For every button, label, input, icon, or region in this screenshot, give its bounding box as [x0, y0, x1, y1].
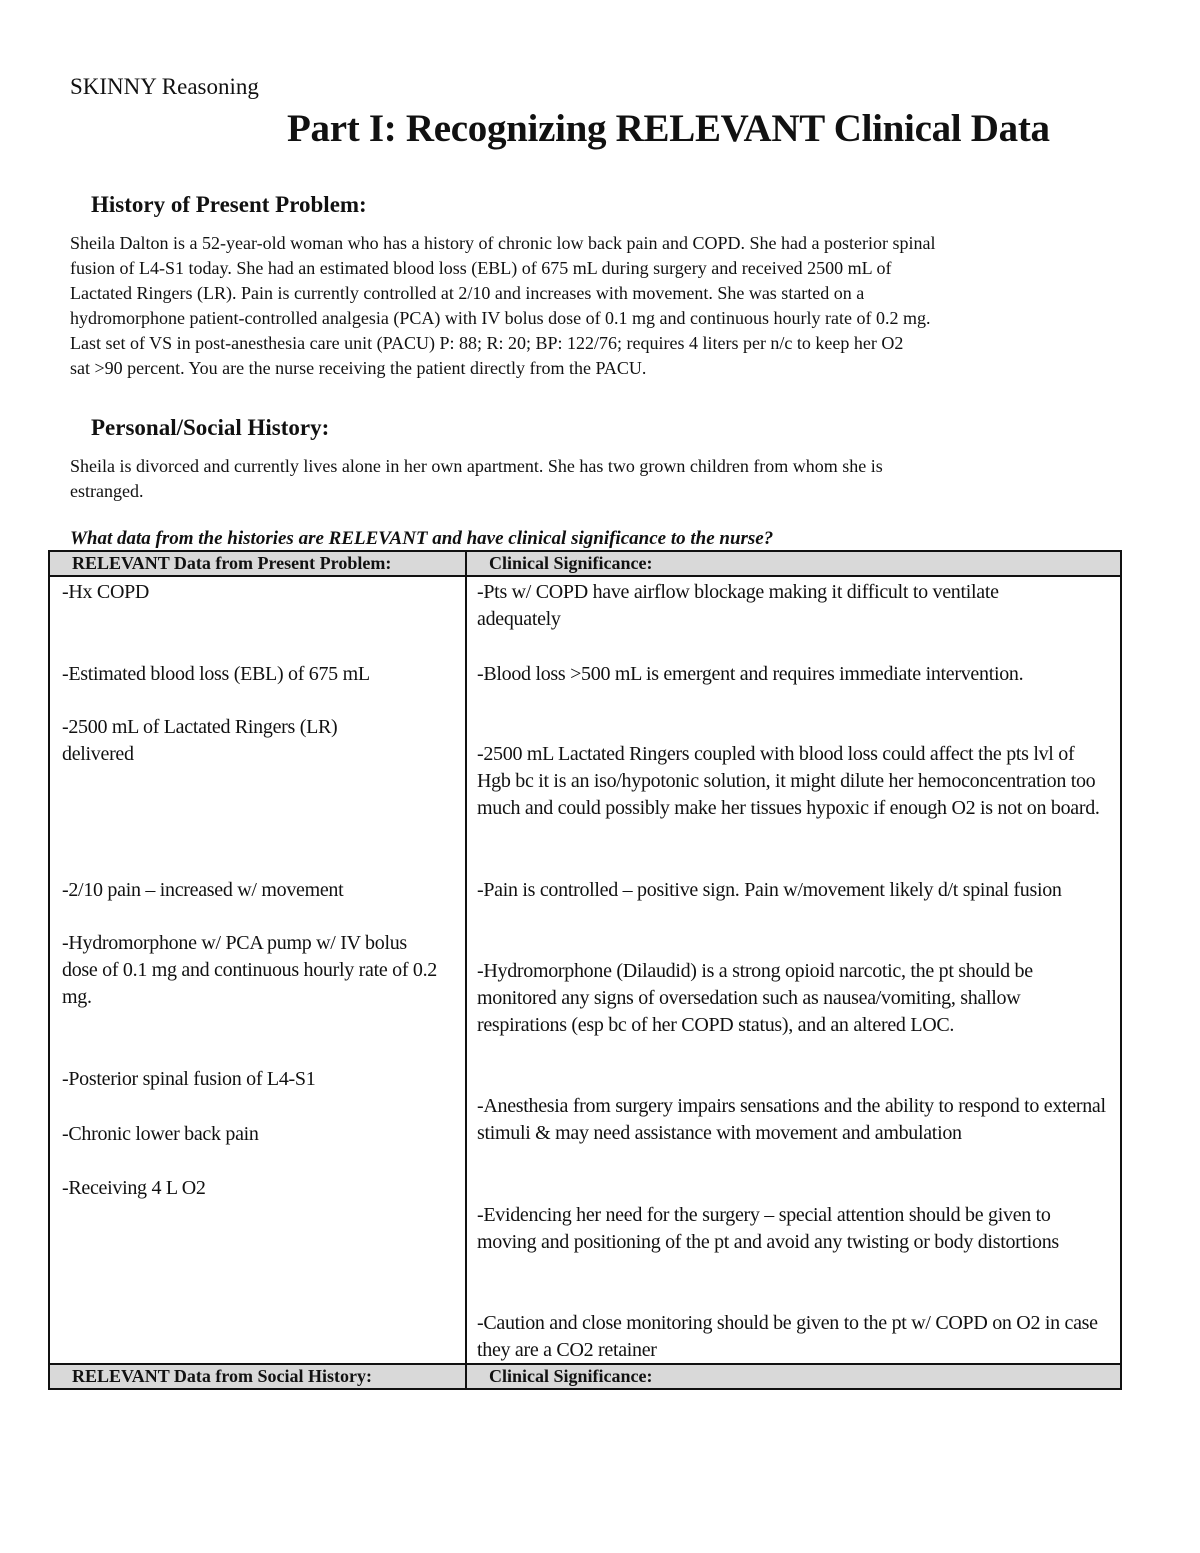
personal-social-history-heading: Personal/Social History: — [91, 415, 330, 440]
social-line: estranged. — [70, 481, 144, 501]
history-present-problem-heading: History of Present Problem: — [91, 192, 367, 217]
table-header-row — [49, 551, 1121, 576]
clinical-significance-item: -Blood loss >500 mL is emergent and requires immediate intervention. — [477, 663, 1024, 685]
relevant-data-item: -2/10 pain – increased w/ movement — [62, 879, 344, 901]
social-line: Sheila is divorced and currently lives alone in her own apartment. She has two grown children from whom she is — [70, 456, 883, 476]
relevant-data-table — [48, 550, 1122, 1390]
relevant-data-item: -Receiving 4 L O2 — [62, 1177, 206, 1199]
relevant-data-item: -2500 mL of Lactated Ringers (LR) delivered — [62, 716, 338, 765]
relevance-question: What data from the histories are RELEVANT and have clinical significance to the nurse? — [70, 528, 774, 549]
document-label: SKINNY Reasoning — [70, 74, 259, 99]
hpi-line: hydromorphone patient-controlled analgesia (PCA) with IV bolus dose of 0.1 mg and continuous hourly rate of 0.2 mg. — [70, 308, 931, 328]
hpi-line: fusion of L4-S1 today. She had an estimated blood loss (EBL) of 675 mL during surgery and received 2500 mL of — [70, 258, 892, 278]
clinical-significance-item: -Caution and close monitoring should be given to the pt w/ COPD on O2 in case they are a CO2 retainer — [477, 1312, 1098, 1361]
clinical-significance-item: -Pts w/ COPD have airflow blockage making it difficult to ventilate adequately — [477, 581, 999, 630]
table-social-header-row — [49, 1364, 1121, 1389]
personal-social-history-text — [70, 454, 1130, 504]
clinical-significance-item: -2500 mL Lactated Ringers coupled with blood loss could affect the pts lvl of Hgb bc it is an iso/hypotonic solution, it might dilute her hemoconcentration too much and could possibly make her tissues hypoxic if enough O2 is not on board. — [477, 743, 1100, 819]
history-present-problem-text — [70, 231, 1130, 381]
relevant-data-item: -Hydromorphone w/ PCA pump w/ IV bolus dose of 0.1 mg and continuous hourly rate of 0.2 mg. — [62, 932, 437, 1008]
relevant-data-item: -Estimated blood loss (EBL) of 675 mL — [62, 663, 370, 685]
present-problem-header: RELEVANT Data from Present Problem: — [49, 551, 466, 576]
relevant-data-item: -Chronic lower back pain — [62, 1123, 259, 1145]
clinical-significance-cell — [466, 576, 1121, 1364]
clinical-significance-header: Clinical Significance: — [466, 551, 1121, 576]
page-title: Part I: Recognizing RELEVANT Clinical Data — [287, 107, 1050, 150]
clinical-significance-item: -Evidencing her need for the surgery – special attention should be given to moving and positioning of the pt and avoid any twisting or body distortions — [477, 1204, 1059, 1253]
clinical-significance-item: -Pain is controlled – positive sign. Pain w/movement likely d/t spinal fusion — [477, 879, 1062, 901]
social-clinical-significance-header: Clinical Significance: — [466, 1364, 1121, 1389]
social-history-header: RELEVANT Data from Social History: — [49, 1364, 466, 1389]
relevant-data-item: -Posterior spinal fusion of L4-S1 — [62, 1068, 316, 1090]
hpi-line: Sheila Dalton is a 52-year-old woman who has a history of chronic low back pain and COPD. She had a posterior spinal — [70, 233, 936, 253]
relevant-data-item: -Hx COPD — [62, 581, 150, 603]
relevant-data-cell — [49, 576, 466, 1364]
table-body-row — [49, 576, 1121, 1364]
hpi-line: Lactated Ringers (LR). Pain is currently controlled at 2/10 and increases with movement. She was started on a — [70, 283, 865, 303]
clinical-significance-item: -Anesthesia from surgery impairs sensations and the ability to respond to external stimuli & may need assistance with movement and ambulation — [477, 1095, 1106, 1144]
hpi-line: Last set of VS in post-anesthesia care unit (PACU) P: 88; R: 20; BP: 122/76; requires 4 liters per n/c to keep her O2 — [70, 333, 904, 353]
hpi-line: sat >90 percent. You are the nurse receiving the patient directly from the PACU. — [70, 358, 647, 378]
clinical-significance-item: -Hydromorphone (Dilaudid) is a strong opioid narcotic, the pt should be monitored any signs of oversedation such as nausea/vomiting, shallow respirations (esp bc of her COPD status), and an altered LOC. — [477, 960, 1033, 1036]
